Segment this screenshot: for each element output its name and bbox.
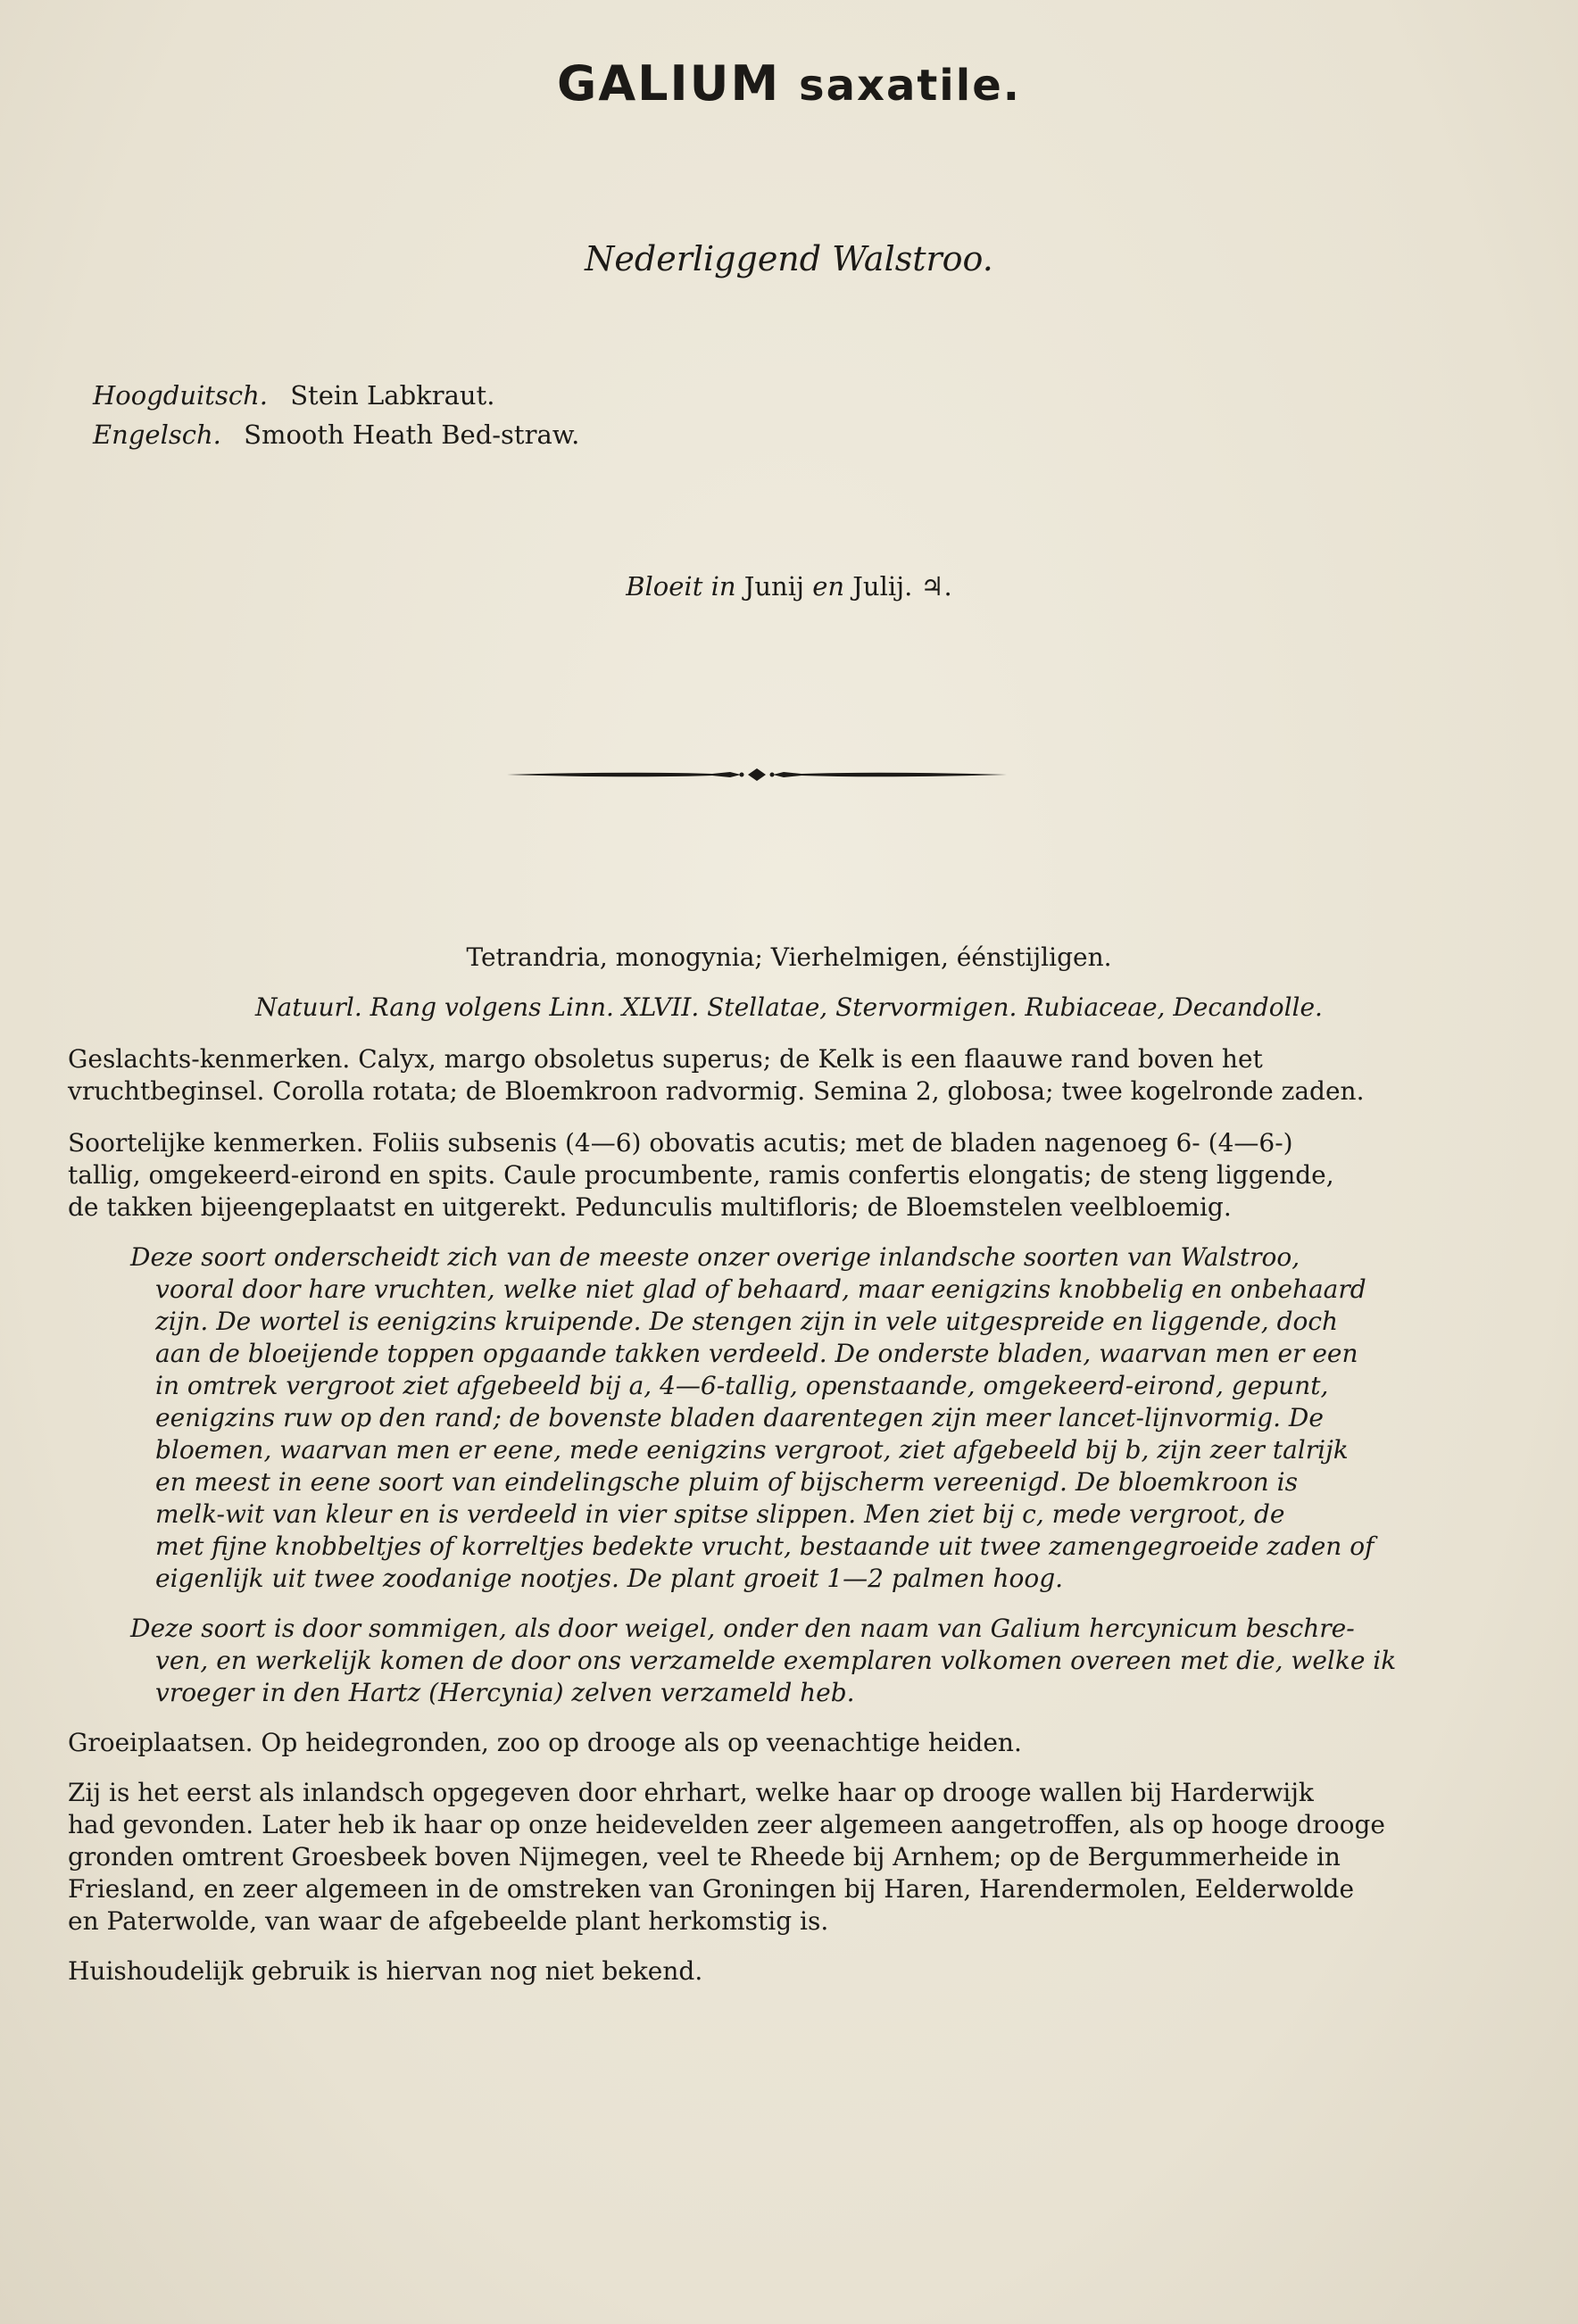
text-line: vruchtbeginsel. Corolla rotata; de Bloemkroon radvormig. Semina 2, globosa; twee kogelronde zaden. [68, 1076, 1365, 1106]
classification-line-1: Tetrandria, monogynia; Vierhelmigen, éénstijligen. [466, 942, 1112, 972]
flowering-label: Bloeit in [626, 571, 736, 602]
vernacular-german [93, 380, 494, 411]
text-line: gronden omtrent Groesbeek boven Nijmegen, veel te Rheede bij Arnhem; op de Bergummerheide in [68, 1842, 1341, 1872]
text-line: en meest in eene soort van eindelingsche pluim of bijscherm vereenigd. De bloemkroon is [155, 1467, 1298, 1497]
text-line: Deze soort is door sommigen, als door weigel, onder den naam van Galium hercynicum beschre- [130, 1614, 1355, 1643]
text-line: Deze soort onderscheidt zich van de meeste onzer overige inlandsche soorten van Walstroo, [130, 1242, 1300, 1272]
flowering-en: en [812, 571, 845, 602]
text-line: met fijne knobbeltjes of korreltjes bedekte vrucht, bestaande uit twee zamengegroeide zaden of [155, 1531, 1375, 1561]
flowering-month2: Julij. ♃. [852, 571, 952, 602]
text-line: Huishoudelijk gebruik is hiervan nog niet bekend. [68, 1956, 703, 1986]
dutch-name: Nederliggend Walstroo. [585, 239, 993, 278]
text-line: had gevonden. Later heb ik haar op onze heidevelden zeer algemeen aangetroffen, als op hooge drooge [68, 1810, 1385, 1839]
text-line: Zij is het eerst als inlandsch opgegeven door ehrhart, welke haar op drooge wallen bij Harderwijk [68, 1778, 1314, 1807]
text-line: bloemen, waarvan men er eene, mede eenigzins vergroot, ziet afgebeeld bij b, zijn zeer talrijk [155, 1435, 1349, 1465]
flowering-month1: Junij [743, 571, 804, 602]
text-line: tallig, omgekeerd-eirond en spits. Caule procumbente, ramis confertis elongatis; de steng liggende, [68, 1160, 1334, 1190]
text-line: eigenlijk uit twee zoodanige nootjes. De plant groeit 1—2 palmen hoog. [155, 1564, 1064, 1593]
vernacular-lang: Engelsch. [93, 419, 221, 450]
genus-name: GALIUM [557, 55, 781, 112]
text-line: vooral door hare vruchten, welke niet glad of behaard, maar eenigzins knobbelig en onbehaard [155, 1274, 1366, 1304]
vernacular-value: Stein Labkraut. [290, 380, 495, 411]
ornament-divider-icon [507, 766, 1007, 784]
text-line: vroeger in den Hartz (Hercynia) zelven verzameld heb. [155, 1678, 855, 1707]
vernacular-english [93, 419, 579, 450]
text-line: en Paterwolde, van waar de afgebeelde plant herkomstig is. [68, 1906, 829, 1936]
text-line: Soortelijke kenmerken. Foliis subsenis (4—6) obovatis acutis; met de bladen nagenoeg 6- (4—6-) [68, 1128, 1293, 1158]
text-line: Friesland, en zeer algemeen in de omstreken van Groningen bij Haren, Harendermolen, Eelderwolde [68, 1874, 1355, 1904]
species-name: saxatile. [799, 61, 1021, 111]
text-line: ven, en werkelijk komen de door ons verzamelde exemplaren volkomen overeen met die, welke ik [155, 1646, 1397, 1675]
classification-line-2: Natuurl. Rang volgens Linn. XLVII. Stellatae, Stervormigen. Rubiaceae, Decandolle. [255, 992, 1323, 1022]
text-line: melk-wit van kleur en is verdeeld in vier spitse slippen. Men ziet bij c, mede vergroot, de [155, 1499, 1285, 1529]
text-line: in omtrek vergroot ziet afgebeeld bij a, 4—6-tallig, openstaande, omgekeerd-eirond, gepunt, [155, 1371, 1329, 1400]
text-line: eenigzins ruw op den rand; de bovenste bladen daarentegen zijn meer lancet-lijnvormig. De [155, 1403, 1324, 1432]
vernacular-value: Smooth Heath Bed-straw. [244, 419, 580, 450]
flowering-period [0, 571, 1578, 602]
text-line: aan de bloeijende toppen opgaande takken verdeeld. De onderste bladen, waarvan men er een [155, 1339, 1358, 1368]
text-line: zijn. De wortel is eenigzins kruipende. De stengen zijn in vele uitgespreide en liggende, doch [155, 1307, 1339, 1336]
text-line: Geslachts-kenmerken. Calyx, margo obsoletus superus; de Kelk is een flaauwe rand boven het [68, 1044, 1263, 1074]
page-title [0, 55, 1578, 112]
text-line: Groeiplaatsen. Op heidegronden, zoo op drooge als op veenachtige heiden. [68, 1728, 1022, 1757]
vernacular-lang: Hoogduitsch. [93, 380, 268, 411]
text-line: de takken bijeengeplaatst en uitgerekt. Pedunculis multifloris; de Bloemstelen veelbloemig. [68, 1192, 1232, 1222]
